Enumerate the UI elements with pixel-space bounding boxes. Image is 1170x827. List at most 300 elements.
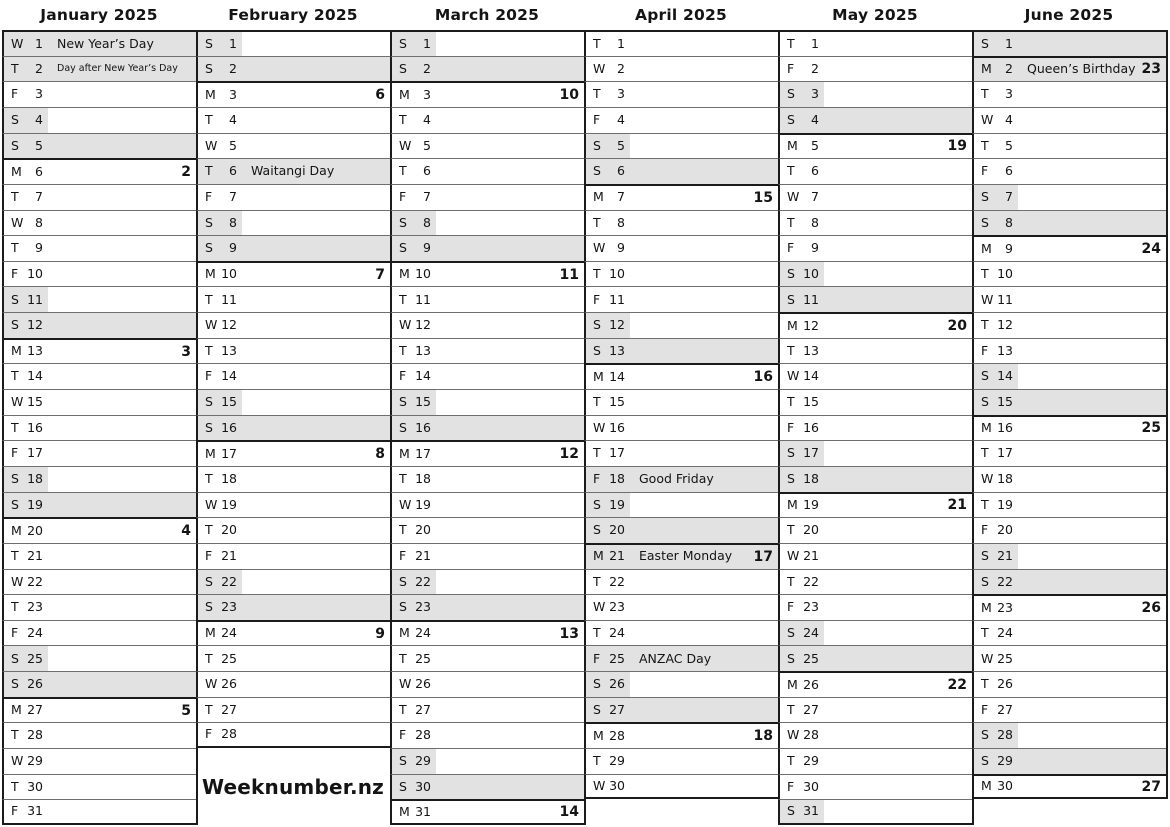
day-number: 27 <box>415 701 431 717</box>
day-cell <box>778 158 972 184</box>
day-prefix <box>4 416 48 441</box>
day-letter: S <box>593 342 601 358</box>
day-cell <box>390 107 584 133</box>
day-prefix <box>392 339 436 364</box>
day-cell <box>2 363 196 389</box>
day-letter: F <box>11 624 19 640</box>
day-prefix <box>780 211 824 236</box>
day-cell <box>584 30 778 56</box>
day-letter: S <box>981 214 989 230</box>
day-number: 19 <box>27 496 43 512</box>
day-prefix <box>4 108 48 133</box>
day-letter: M <box>593 727 604 743</box>
day-letter: M <box>11 702 22 718</box>
day-prefix <box>392 775 436 800</box>
day-prefix <box>4 390 48 415</box>
day-number: 11 <box>609 291 625 307</box>
day-cell <box>584 620 778 646</box>
day-cell <box>390 389 584 415</box>
week-number: 8 <box>375 446 385 463</box>
day-number: 19 <box>803 497 819 513</box>
day-letter: T <box>11 599 19 615</box>
day-letter: T <box>981 496 989 512</box>
day-cell <box>778 594 972 620</box>
day-number: 8 <box>35 214 43 230</box>
day-letter: F <box>787 60 795 76</box>
day-number: 10 <box>221 266 237 282</box>
day-number: 11 <box>415 291 431 307</box>
day-letter: T <box>593 214 601 230</box>
week-number: 23 <box>1141 61 1161 78</box>
day-cell <box>196 671 390 697</box>
day-cell <box>778 81 972 107</box>
day-prefix <box>974 417 1018 441</box>
day-number: 27 <box>997 701 1013 717</box>
day-number: 22 <box>803 573 819 589</box>
day-letter: S <box>593 701 601 717</box>
day-prefix <box>392 57 436 82</box>
day-number: 11 <box>27 291 43 307</box>
day-cell <box>196 30 390 56</box>
day-number: 8 <box>229 214 237 230</box>
day-cell <box>584 440 778 466</box>
weeknumber-logo: Weeknumber.nz <box>201 774 385 799</box>
day-prefix <box>4 570 48 595</box>
day-cell <box>778 235 972 261</box>
day-letter: T <box>11 547 19 563</box>
day-letter: S <box>399 60 407 76</box>
day-cell <box>196 363 390 389</box>
day-number: 3 <box>229 86 237 102</box>
day-number: 9 <box>1005 240 1013 256</box>
day-letter: T <box>787 573 795 589</box>
day-letter: W <box>787 547 800 563</box>
day-letter: S <box>205 35 213 51</box>
day-cell <box>196 107 390 133</box>
day-cell <box>2 440 196 466</box>
day-letter: S <box>399 778 407 794</box>
day-prefix <box>198 236 242 261</box>
day-prefix <box>392 32 436 56</box>
day-prefix <box>586 134 630 159</box>
months-row <box>2 0 1166 825</box>
day-prefix <box>4 723 48 748</box>
day-number: 12 <box>27 317 43 333</box>
day-cell <box>584 56 778 82</box>
day-number: 29 <box>415 753 431 769</box>
day-letter: S <box>205 394 213 410</box>
day-letter: T <box>11 419 19 435</box>
day-letter: S <box>787 471 795 487</box>
day-number: 8 <box>423 214 431 230</box>
day-letter: S <box>11 137 19 153</box>
day-prefix <box>586 724 630 748</box>
day-letter: M <box>981 778 992 794</box>
day-number: 28 <box>221 726 237 742</box>
day-letter: T <box>399 471 407 487</box>
day-cell <box>2 30 196 56</box>
day-number: 18 <box>803 471 819 487</box>
day-prefix <box>392 236 436 261</box>
day-cell <box>390 338 584 364</box>
day-prefix <box>780 467 824 492</box>
day-prefix <box>4 57 48 82</box>
month-title: April 2025 <box>635 6 727 24</box>
day-cell <box>972 466 1166 492</box>
day-number: 17 <box>415 445 431 461</box>
day-cell <box>584 363 778 389</box>
month-column-2 <box>196 0 390 825</box>
day-letter: W <box>11 214 24 230</box>
day-cell <box>2 107 196 133</box>
day-prefix <box>974 749 1018 774</box>
day-prefix <box>780 518 824 543</box>
day-prefix <box>198 57 242 82</box>
day-letter: W <box>593 240 606 256</box>
day-number: 17 <box>997 445 1013 461</box>
day-prefix <box>586 32 630 56</box>
day-number: 15 <box>221 394 237 410</box>
day-number: 2 <box>35 60 43 76</box>
week-number: 2 <box>181 164 191 181</box>
day-letter: S <box>787 291 795 307</box>
day-cell <box>778 697 972 723</box>
day-cell <box>584 722 778 748</box>
week-number: 14 <box>559 804 579 821</box>
day-number: 5 <box>35 137 43 153</box>
day-prefix <box>974 467 1018 492</box>
day-number: 5 <box>811 138 819 154</box>
day-prefix <box>974 544 1018 569</box>
day-prefix <box>974 518 1018 543</box>
day-number: 28 <box>609 727 625 743</box>
day-prefix <box>4 519 48 543</box>
day-number: 23 <box>27 599 43 615</box>
day-cell <box>2 184 196 210</box>
day-cell <box>196 389 390 415</box>
day-letter: M <box>981 61 992 77</box>
day-number: 8 <box>617 214 625 230</box>
day-letter: S <box>981 188 989 204</box>
day-prefix <box>4 672 48 697</box>
week-number: 12 <box>559 446 579 463</box>
day-prefix <box>974 313 1018 338</box>
day-prefix <box>4 340 48 364</box>
day-cell <box>972 312 1166 338</box>
day-number: 10 <box>27 265 43 281</box>
day-letter: S <box>593 137 601 153</box>
day-number: 15 <box>27 394 43 410</box>
day-letter: F <box>787 240 795 256</box>
day-number: 30 <box>997 778 1013 794</box>
week-number: 27 <box>1141 778 1161 795</box>
day-cell <box>2 697 196 723</box>
day-cell <box>2 210 196 236</box>
day-letter: T <box>787 342 795 358</box>
month-column-1 <box>2 0 196 825</box>
day-number: 27 <box>803 701 819 717</box>
day-cell <box>778 799 972 825</box>
day-number: 10 <box>803 265 819 281</box>
week-number: 26 <box>1141 600 1161 616</box>
day-cell <box>390 286 584 312</box>
day-number: 19 <box>221 496 237 512</box>
day-cell <box>972 440 1166 466</box>
day-letter: F <box>399 188 407 204</box>
day-prefix <box>974 211 1018 236</box>
day-letter: S <box>981 573 989 589</box>
day-cell <box>196 312 390 338</box>
day-letter: T <box>11 368 19 384</box>
day-cell <box>390 81 584 107</box>
day-cell <box>778 569 972 595</box>
day-prefix <box>392 749 436 774</box>
month-title: January 2025 <box>40 6 158 24</box>
day-letter: T <box>205 471 213 487</box>
day-cell <box>584 594 778 620</box>
day-prefix <box>4 595 48 620</box>
day-number: 20 <box>27 522 43 538</box>
day-prefix <box>392 364 436 389</box>
day-number: 30 <box>609 777 625 793</box>
day-letter: T <box>11 778 19 794</box>
day-letter: S <box>205 419 213 435</box>
day-prefix <box>392 211 436 236</box>
day-cell <box>390 261 584 287</box>
day-number: 17 <box>27 445 43 461</box>
day-cell <box>196 517 390 543</box>
day-prefix <box>780 57 824 82</box>
day-number: 1 <box>423 35 431 51</box>
day-prefix <box>392 467 436 492</box>
week-number: 19 <box>947 138 967 155</box>
day-letter: W <box>981 112 994 127</box>
week-number: 7 <box>375 266 385 283</box>
day-prefix <box>974 390 1018 415</box>
day-prefix <box>974 339 1018 364</box>
day-cell <box>2 517 196 543</box>
day-prefix <box>586 646 630 671</box>
day-number: 6 <box>423 163 431 179</box>
day-prefix <box>780 723 824 748</box>
day-prefix <box>4 493 48 518</box>
day-number: 14 <box>609 368 625 384</box>
day-number: 16 <box>803 419 819 435</box>
day-number: 22 <box>27 573 43 589</box>
week-number: 21 <box>947 497 967 514</box>
day-prefix <box>974 621 1018 646</box>
day-letter: T <box>11 240 19 256</box>
day-cell <box>972 594 1166 620</box>
day-prefix <box>198 263 242 287</box>
day-prefix <box>198 390 242 415</box>
day-letter: T <box>593 624 601 640</box>
day-number: 26 <box>221 676 237 692</box>
day-prefix <box>780 236 824 261</box>
day-prefix <box>198 595 242 620</box>
day-letter: S <box>787 112 795 127</box>
day-prefix <box>198 159 242 184</box>
day-cell <box>2 133 196 159</box>
day-letter: T <box>399 522 407 538</box>
day-cell <box>584 235 778 261</box>
day-cell <box>778 440 972 466</box>
day-cell <box>390 210 584 236</box>
day-number: 26 <box>803 676 819 692</box>
day-cell <box>778 363 972 389</box>
day-number: 19 <box>415 496 431 512</box>
day-prefix <box>586 365 630 389</box>
day-prefix <box>198 211 242 236</box>
day-cell <box>390 363 584 389</box>
day-number: 20 <box>803 522 819 538</box>
day-cell <box>390 440 584 466</box>
day-number: 25 <box>415 650 431 666</box>
day-letter: M <box>981 420 992 436</box>
day-cell <box>584 671 778 697</box>
day-letter: F <box>399 368 407 384</box>
day-letter: F <box>205 368 213 384</box>
day-cell <box>972 774 1166 800</box>
week-number: 24 <box>1141 240 1161 257</box>
day-cell <box>778 210 972 236</box>
day-letter: M <box>11 343 22 359</box>
day-letter: M <box>593 368 604 384</box>
day-cell <box>972 389 1166 415</box>
month-title: June 2025 <box>1024 6 1114 24</box>
day-prefix <box>198 672 242 697</box>
day-letter: M <box>981 599 992 615</box>
day-cell <box>972 748 1166 774</box>
day-prefix <box>198 185 242 210</box>
day-letter: S <box>205 60 213 76</box>
month-column-5 <box>778 0 972 825</box>
day-prefix <box>4 800 48 823</box>
day-prefix <box>974 159 1018 184</box>
week-number: 6 <box>375 87 385 104</box>
day-letter: S <box>205 240 213 256</box>
month-grid <box>196 30 390 825</box>
day-letter: W <box>399 676 412 692</box>
day-letter: W <box>593 60 606 76</box>
day-number: 29 <box>609 753 625 769</box>
day-number: 21 <box>803 547 819 563</box>
day-cell <box>584 466 778 492</box>
day-prefix <box>198 518 242 543</box>
day-cell <box>2 620 196 646</box>
week-number: 20 <box>947 317 967 334</box>
day-prefix <box>974 262 1018 287</box>
day-prefix <box>974 32 1018 56</box>
day-cell <box>972 261 1166 287</box>
day-letter: W <box>593 599 606 615</box>
day-cell <box>972 697 1166 723</box>
day-cell <box>390 594 584 620</box>
day-cell <box>972 338 1166 364</box>
day-letter: T <box>981 86 989 102</box>
day-cell <box>196 235 390 261</box>
day-number: 14 <box>27 368 43 384</box>
month-title: May 2025 <box>832 6 918 24</box>
day-number: 29 <box>27 753 43 769</box>
day-number: 20 <box>997 522 1013 538</box>
day-prefix <box>780 673 824 697</box>
day-number: 15 <box>415 394 431 410</box>
day-number: 3 <box>811 86 819 102</box>
day-prefix <box>4 544 48 569</box>
day-number: 23 <box>609 599 625 615</box>
day-letter: W <box>205 137 218 153</box>
day-prefix <box>4 775 48 800</box>
day-prefix <box>198 339 242 364</box>
day-cell <box>584 415 778 441</box>
day-number: 10 <box>609 265 625 281</box>
day-prefix <box>586 749 630 774</box>
day-prefix <box>586 467 630 492</box>
day-letter: W <box>11 394 24 410</box>
day-cell <box>196 697 390 723</box>
day-letter: T <box>981 137 989 153</box>
day-number: 20 <box>221 522 237 538</box>
day-prefix <box>4 82 48 107</box>
day-number: 9 <box>617 240 625 256</box>
day-prefix <box>780 314 824 338</box>
day-cell <box>584 645 778 671</box>
day-prefix <box>586 262 630 287</box>
day-prefix <box>4 467 48 492</box>
day-prefix <box>4 699 48 723</box>
day-number: 30 <box>415 778 431 794</box>
day-number: 7 <box>35 188 43 204</box>
day-prefix <box>974 698 1018 723</box>
day-letter: S <box>981 753 989 769</box>
day-cell <box>2 748 196 774</box>
week-number: 4 <box>181 523 191 540</box>
day-cell <box>584 338 778 364</box>
day-number: 16 <box>415 419 431 435</box>
day-cell <box>2 261 196 287</box>
day-prefix <box>586 416 630 441</box>
day-letter: W <box>399 496 412 512</box>
day-letter: S <box>787 803 795 819</box>
day-number: 3 <box>35 86 43 102</box>
day-prefix <box>392 595 436 620</box>
day-number: 19 <box>997 496 1013 512</box>
day-number: 31 <box>803 803 819 819</box>
day-prefix <box>4 211 48 236</box>
day-prefix <box>780 159 824 184</box>
week-number: 22 <box>947 676 967 693</box>
day-prefix <box>392 723 436 748</box>
day-number: 26 <box>997 676 1013 692</box>
day-cell <box>196 158 390 184</box>
day-number: 21 <box>997 547 1013 563</box>
day-prefix <box>4 646 48 671</box>
day-prefix <box>586 621 630 646</box>
day-cell <box>2 286 196 312</box>
day-number: 22 <box>997 573 1013 589</box>
day-number: 21 <box>415 547 431 563</box>
day-letter: T <box>981 445 989 461</box>
day-letter: F <box>981 163 989 179</box>
holiday-label: New Year’s Day <box>57 35 154 51</box>
day-number: 3 <box>617 86 625 102</box>
day-prefix <box>586 493 630 518</box>
day-prefix <box>198 108 242 133</box>
day-prefix <box>974 287 1018 312</box>
day-number: 12 <box>803 317 819 333</box>
day-prefix <box>780 390 824 415</box>
